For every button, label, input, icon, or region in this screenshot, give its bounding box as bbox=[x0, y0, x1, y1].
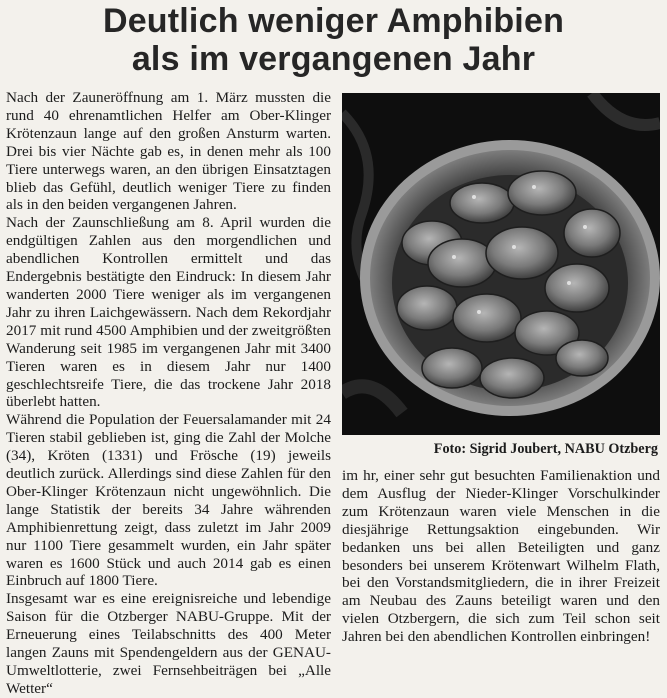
headline-line-2: als im vergangenen Jahr bbox=[131, 40, 536, 78]
photo-caption: Foto: Sigrid Joubert, NABU Otzberg bbox=[433, 441, 658, 457]
toads-in-bucket-photo bbox=[342, 93, 660, 435]
paragraph-2: Nach der Zaunschließung am 8. April wurden die endgültigen Zahlen aus den morgendlichen und abendlichen Kontrollen ermittelt und das Endergebnis bestätigte den Eindruck: In diesem Jahr wanderten 2000 Tiere weniger als im vergangenen Jahr zu ihren Laichgewässern. Nach dem Rekordjahr 2017 mit rund 4500 Amphibien und der zweitgrößten Wanderung seit 1985 im vergangenen Jahr mit 3400 Tieren waren es in diesem Jahr nur 1400 geschlechtsreife Tiere, die das trockene Jahr 2018 überlebt hatten. bbox=[6, 214, 331, 411]
headline-line-1: Deutlich weniger Amphibien bbox=[102, 2, 565, 40]
paragraph-4: Insgesamt war es eine ereignisreiche und lebendige Saison für die Otzberger NABU-Gruppe. Mit der Erneuerung eines Teilabschnitts des 400 Meter langen Zauns mit Spendengeldern aus der GENAU-Umweltlotterie, zwei Fernsehbeiträgen bei „Alle Wetter“ bbox=[6, 590, 331, 697]
photo-illustration bbox=[342, 93, 660, 435]
paragraph-1: Nach der Zauneröffnung am 1. März mussten die rund 40 ehrenamtlichen Helfer am Ober-Klinger Krötenzaun lange auf den großen Ansturm warten. Drei bis vier Nächte gab es, in denen mehr als 100 Tiere unterwegs waren, an den übrigen Einsatztagen blieb das Gefühl, deutlich weniger Tiere zu finden als in den beiden vergangenen Jahren. bbox=[6, 89, 331, 214]
paragraph-3: Während die Population der Feuersalamander mit 24 Tieren stabil geblieben ist, ging die Zahl der Molche (34), Kröten (1331) und Frösche (19) jeweils deutlich zurück. Allerdings sind diese Zahlen für den Ober-Klinger Krötenzaun nicht ungewöhnlich. Die lange Statistik der bereits 34 Jahre währenden Amphibienrettung zeigt, dass zuletzt im Jahr 2009 nur 1100 Tiere gesammelt wurden, ein Jahr später waren es 1600 Stück und auch 2014 gab es einen Einbruch auf 1800 Tiere. bbox=[6, 411, 331, 590]
paragraph-continuation: im hr, einer sehr gut besuchten Familienaktion und dem Ausflug der Nieder-Klinger Vorschulkinder zum Krötenzaun waren viele Menschen in die diesjährige Rettungsaktion eingebunden. Wir bedanken uns bei allen Beteiligten und ganz besonders bei unserem Krötenwart Wilhelm Flath, bei den Vorstandsmitgliedern, die in ihrer Freizeit am Neubau des Zauns beteiligt waren und den vielen Otzbergern, die sich zum Teil schon seit Jahren bei den abendlichen Kontrollen einbringen! bbox=[342, 467, 660, 646]
article-column-left bbox=[6, 89, 331, 698]
headline bbox=[0, 2, 667, 78]
article-column-right bbox=[342, 467, 660, 646]
